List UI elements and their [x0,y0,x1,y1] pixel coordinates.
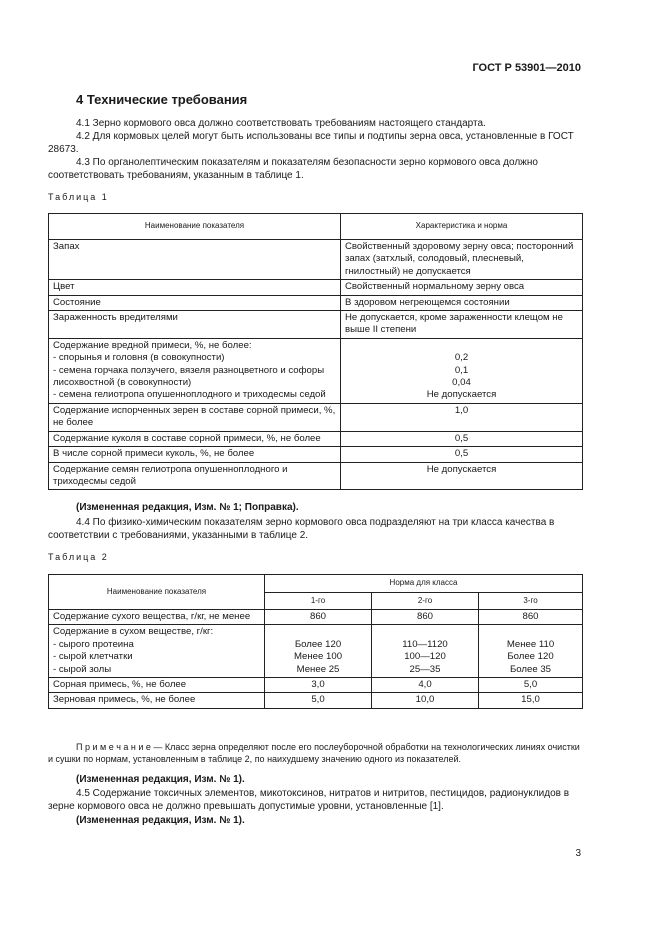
class-value-cell: 5,0 [265,693,372,708]
indicator-cell: Состояние [49,295,341,310]
norm-cell: 0,5 [341,447,583,462]
indicator-cell: Запах [49,240,341,280]
table-2-class-2: 2-го [372,593,479,610]
table-2-header-norm: Норма для класса [265,575,583,593]
norm-cell: В здоровом негреющемся состоянии [341,295,583,310]
standard-header: ГОСТ Р 53901—2010 [472,62,581,74]
class-value-cell: Более 120 Менее 100 Менее 25 [265,625,372,678]
indicator-cell: Зараженность вредителями [49,311,341,339]
table-row [49,462,583,490]
table-row [49,311,583,339]
table-row [49,610,583,625]
class-value-cell: 5,0 [479,678,583,693]
paragraph-4-3: 4.3 По органолептическим показателям и показателям безопасности зерно кормового овса должно соответствовать требованиям, указанным в таблице 1. [48,157,538,181]
indicator-cell: Сорная примесь, %, не более [49,678,265,693]
indicator-cell: Содержание сухого вещества, г/кг, не менее [49,610,265,625]
paragraph-4-2: 4.2 Для кормовых целей могут быть использованы все типы и подтипы зерна овса, установленные в ГОСТ 28673. [48,131,574,155]
class-value-cell: 15,0 [479,693,583,708]
amendment-note-1: (Измененная редакция, Изм. № 1; Поправка). [76,502,299,513]
table-2-note: П р и м е ч а н и е — Класс зерна определяют после его послеуборочной обработки на технологических линиях очистки и сушки по нормам, установленным в таблице 2, по наихудшему значению одного из показателей. [48,742,580,764]
class-value-cell: 860 [265,610,372,625]
class-value-cell: 110—1120 100—120 25—35 [372,625,479,678]
table-1-header-name: Наименование показателя [49,214,341,240]
table-row [49,431,583,446]
class-value-cell: Менее 110 Более 120 Более 35 [479,625,583,678]
norm-cell: 0,2 0,1 0,04 Не допускается [341,338,583,403]
page-number: 3 [575,848,581,859]
norm-cell: Свойственный нормальному зерну овса [341,280,583,295]
table-2-class-3: 3-го [479,593,583,610]
table-1-header-norm: Характеристика и норма [341,214,583,240]
table-row [49,240,583,280]
table-1-caption: Таблица 1 [48,192,109,202]
class-value-cell: 3,0 [265,678,372,693]
table-2-header-name: Наименование показателя [49,575,265,610]
indicator-cell: Содержание вредной примеси, %, не более: - спорынья и головня (в совокупности) - семена горчака ползучего, вязеля разноцветного и софоры лисохвостной (в совокупности) - семена гелиотропа опушенноплодного и триходесмы седой [49,338,341,403]
paragraph-4-4: 4.4 По физико-химическим показателям зерно кормового овса подразделяют на три класса качества в соответствии с требованиями, указанными в таблице 2. [48,517,555,541]
table-1 [48,213,583,490]
table-row [49,678,583,693]
norm-cell: 1,0 [341,403,583,431]
norm-cell: Не допускается [341,462,583,490]
table-2-caption: Таблица 2 [48,552,109,562]
table-row [49,693,583,708]
indicator-cell: Содержание в сухом веществе, г/кг: - сырого протеина - сырой клетчатки - сырой золы [49,625,265,678]
indicator-cell: Зерновая примесь, %, не более [49,693,265,708]
table-row [49,280,583,295]
class-value-cell: 860 [479,610,583,625]
indicator-cell: Содержание испорченных зерен в составе сорной примеси, %, не более [49,403,341,431]
class-value-cell: 10,0 [372,693,479,708]
paragraph-4-5: 4.5 Содержание токсичных элементов, микотоксинов, нитратов и нитритов, пестицидов, радионуклидов в зерне кормового овса не должно превышать допустимые уровни, установленные [1]. [48,788,570,812]
norm-cell: Не допускается, кроме зараженности клещом не выше II степени [341,311,583,339]
table-row [49,625,583,678]
amendment-note-3: (Измененная редакция, Изм. № 1). [76,815,245,826]
indicator-cell: Содержание куколя в составе сорной примеси, %, не более [49,431,341,446]
paragraph-4-1: 4.1 Зерно кормового овса должно соответствовать требованиям настоящего стандарта. [76,118,486,129]
norm-cell: Свойственный здоровому зерну овса; посторонний запах (затхлый, солодовый, плесневый, гнилостный) не допускается [341,240,583,280]
indicator-cell: В числе сорной примеси куколь, %, не более [49,447,341,462]
table-row [49,338,583,403]
table-row [49,403,583,431]
indicator-cell: Содержание семян гелиотропа опушенноплодного и триходесмы седой [49,462,341,490]
section-title: 4 Технические требования [76,92,248,107]
table-2 [48,574,583,709]
norm-cell: 0,5 [341,431,583,446]
class-value-cell: 860 [372,610,479,625]
indicator-cell: Цвет [49,280,341,295]
table-row [49,295,583,310]
table-row [49,447,583,462]
table-2-class-1: 1-го [265,593,372,610]
class-value-cell: 4,0 [372,678,479,693]
amendment-note-2: (Измененная редакция, Изм. № 1). [76,774,245,785]
